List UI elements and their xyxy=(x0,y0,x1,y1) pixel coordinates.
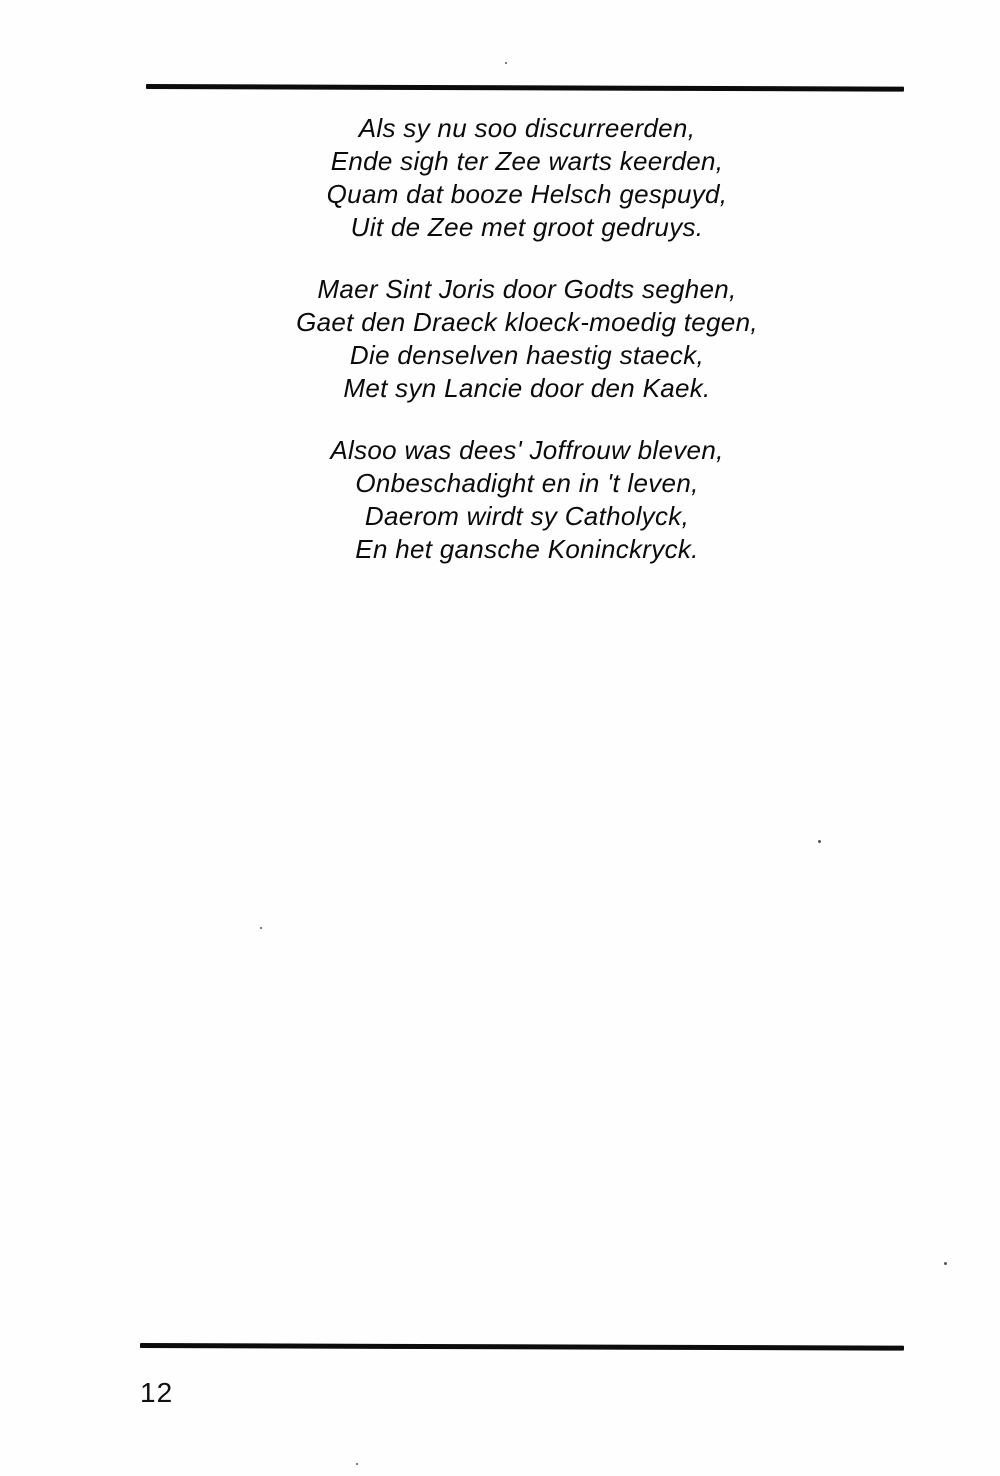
poem-line: Alsoo was dees' Joffrouw bleven, xyxy=(330,435,724,465)
poem xyxy=(54,112,1000,595)
poem-line: Uit de Zee met groot gedruys. xyxy=(350,212,704,242)
scan-speck xyxy=(944,1262,947,1265)
poem-line: En het gansche Koninckryck. xyxy=(355,534,699,564)
bottom-rule xyxy=(140,1343,904,1351)
poem-line: Met syn Lancie door den Kaek. xyxy=(343,373,711,403)
stanza-2 xyxy=(54,273,1000,405)
poem-line: Daerom wirdt sy Catholyck, xyxy=(364,501,690,531)
page-number: 12 xyxy=(140,1377,174,1408)
poem-line: Gaet den Draeck kloeck-moedig tegen, xyxy=(296,307,758,337)
poem-line: Onbeschadight en in 't leven, xyxy=(355,468,699,498)
scan-speck xyxy=(818,840,821,843)
scan-speck xyxy=(505,62,507,64)
poem-line: Als sy nu soo discurreerden, xyxy=(358,113,696,143)
poem-line: Die denselven haestig staeck, xyxy=(349,340,705,370)
poem-line: Ende sigh ter Zee warts keerden, xyxy=(330,146,724,176)
stanza-1 xyxy=(54,112,1000,244)
poem-line: Quam dat booze Helsch gespuyd, xyxy=(326,179,728,209)
scan-speck xyxy=(260,927,262,929)
scan-speck xyxy=(356,1463,358,1465)
top-rule xyxy=(146,84,904,92)
poem-line: Maer Sint Joris door Godts seghen, xyxy=(317,274,737,304)
stanza-3 xyxy=(54,434,1000,566)
